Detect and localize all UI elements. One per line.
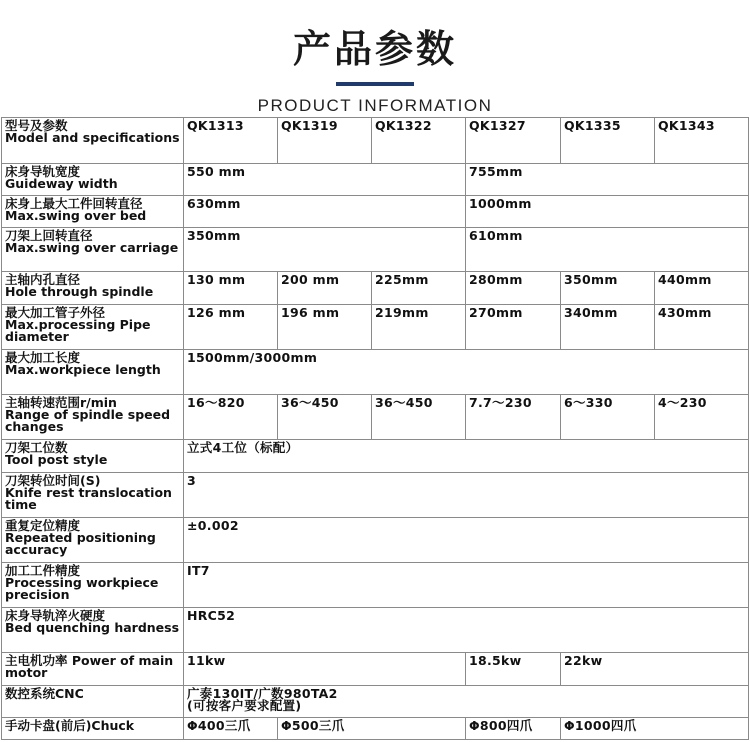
model-cell: QK1343 (655, 118, 749, 164)
value-cell: Φ1000四爪 (561, 718, 749, 740)
label-en: Processing workpiece precision (5, 575, 159, 602)
value-cell: 22kw (561, 653, 749, 686)
value-cell: ±0.002 (184, 518, 749, 563)
row-precision (2, 563, 749, 608)
cnc-value-line: 广泰130IT/广数980TA2 (187, 686, 338, 701)
label-en: Range of spindle speed changes (5, 407, 171, 434)
row-label (2, 118, 184, 164)
value-cell: 630mm (184, 196, 466, 228)
row-label (2, 164, 184, 196)
label-cn: 最大加工长度 (5, 350, 81, 365)
label-en: Tool post style (5, 452, 108, 467)
row-label (2, 518, 184, 563)
row-repeat-accuracy (2, 518, 749, 563)
label-cn: 最大加工管子外径 (5, 305, 106, 320)
page-header (0, 0, 750, 118)
value-cell: 126 mm (184, 305, 278, 350)
value-cell: Φ800四爪 (466, 718, 561, 740)
value-cell: 18.5kw (466, 653, 561, 686)
row-motor-power (2, 653, 749, 686)
spec-table (1, 117, 749, 740)
row-cnc (2, 686, 749, 718)
value-cell: 4～230 (655, 395, 749, 440)
row-label (2, 196, 184, 228)
label-en: Bed quenching hardness (5, 620, 180, 635)
label-en: Max.processing Pipe diameter (5, 317, 151, 344)
label-cn: 床身导轨淬火硬度 (5, 608, 106, 623)
model-cell: QK1313 (184, 118, 278, 164)
label-cn: 主轴转速范围r/min (5, 395, 117, 410)
label-en: Max.swing over bed (5, 208, 147, 223)
label-cn: 床身导轨宽度 (5, 164, 81, 179)
page-title: 产品参数 (292, 27, 457, 71)
row-label (2, 305, 184, 350)
model-cell: QK1327 (466, 118, 561, 164)
row-guideway (2, 164, 749, 196)
row-label: 数控系统CNC (2, 686, 184, 718)
value-cell: 755mm (466, 164, 749, 196)
row-spindle-speed (2, 395, 749, 440)
label-cn: 主轴内孔直径 (5, 272, 81, 287)
value-cell: Φ500三爪 (278, 718, 466, 740)
value-cell: 36～450 (278, 395, 372, 440)
value-cell: 440mm (655, 272, 749, 305)
row-label (2, 563, 184, 608)
value-cell: 350mm (561, 272, 655, 305)
value-cell: 280mm (466, 272, 561, 305)
model-cell: QK1319 (278, 118, 372, 164)
row-tool-post (2, 440, 749, 473)
value-cell: 3 (184, 473, 749, 518)
label-en: Knife rest translocation time (5, 485, 172, 512)
value-cell (184, 686, 749, 718)
label-cn: 型号及参数 (5, 118, 68, 133)
label-cn: 刀架工位数 (5, 440, 68, 455)
row-label (2, 272, 184, 305)
title-underline (336, 82, 414, 86)
row-label (2, 608, 184, 653)
label-cn: 刀架上回转直径 (5, 228, 93, 243)
row-label: 手动卡盘(前后)Chuck (2, 718, 184, 740)
label-en: Hole through spindle (5, 284, 154, 299)
row-pipe-diameter (2, 305, 749, 350)
row-chuck (2, 718, 749, 740)
label-en: Max.workpiece length (5, 362, 161, 377)
label-en: Model and specifications (5, 130, 180, 145)
value-cell: 225mm (372, 272, 466, 305)
row-hardness (2, 608, 749, 653)
cnc-value-note: (可按客户要求配置) (187, 698, 302, 713)
value-cell: 610mm (466, 228, 749, 272)
row-swing-carriage (2, 228, 749, 272)
model-cell: QK1335 (561, 118, 655, 164)
value-cell: 16～820 (184, 395, 278, 440)
label-cn: 刀架转位时间(S) (5, 473, 101, 488)
value-cell: 7.7～230 (466, 395, 561, 440)
label-en: Guideway width (5, 176, 118, 191)
label-en: Repeated positioning accuracy (5, 530, 156, 557)
value-cell: 550 mm (184, 164, 466, 196)
value-cell: 350mm (184, 228, 466, 272)
value-cell: 430mm (655, 305, 749, 350)
label-cn: 加工工件精度 (5, 563, 81, 578)
value-cell: 270mm (466, 305, 561, 350)
value-cell: 立式4工位（标配） (184, 440, 749, 473)
value-cell: 1500mm/3000mm (184, 350, 749, 395)
row-spindle-hole (2, 272, 749, 305)
label-cn: 重复定位精度 (5, 518, 81, 533)
page-subtitle: PRODUCT INFORMATION (257, 96, 493, 115)
row-swing-bed (2, 196, 749, 228)
label-cn: 床身上最大工件回转直径 (5, 196, 143, 211)
value-cell: Φ400三爪 (184, 718, 278, 740)
row-label: 主电机功率 Power of main motor (2, 653, 184, 686)
row-label (2, 350, 184, 395)
value-cell: 340mm (561, 305, 655, 350)
row-label (2, 440, 184, 473)
value-cell: 1000mm (466, 196, 749, 228)
value-cell: 196 mm (278, 305, 372, 350)
row-knife-time (2, 473, 749, 518)
row-label (2, 473, 184, 518)
value-cell: 11kw (184, 653, 466, 686)
row-label (2, 228, 184, 272)
value-cell: 36～450 (372, 395, 466, 440)
label-en: Max.swing over carriage (5, 240, 179, 255)
model-cell: QK1322 (372, 118, 466, 164)
value-cell: 130 mm (184, 272, 278, 305)
value-cell: 6～330 (561, 395, 655, 440)
value-cell: HRC52 (184, 608, 749, 653)
row-workpiece-length (2, 350, 749, 395)
row-label (2, 395, 184, 440)
row-model (2, 118, 749, 164)
value-cell: IT7 (184, 563, 749, 608)
value-cell: 200 mm (278, 272, 372, 305)
value-cell: 219mm (372, 305, 466, 350)
